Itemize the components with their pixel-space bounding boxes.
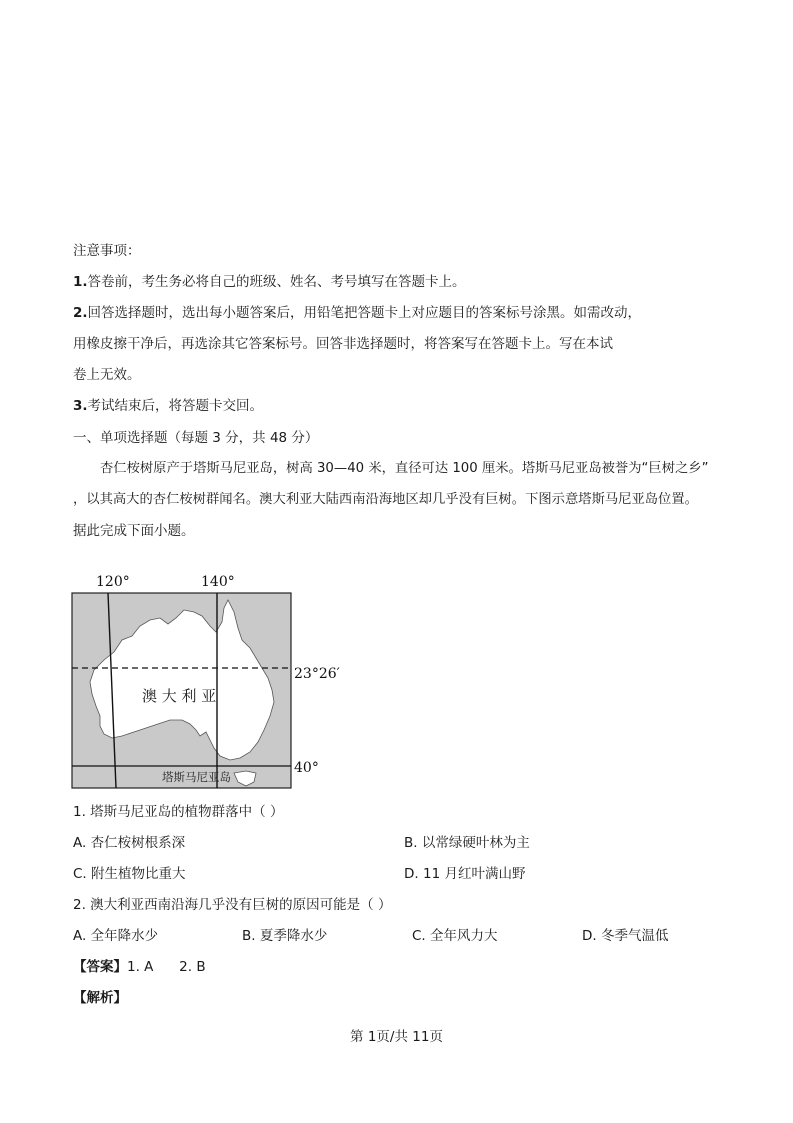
answer-text: 1. A 2. B [127, 959, 206, 975]
notice-heading: 注意事项： [73, 243, 141, 259]
analysis-tag: 【解析】 [73, 990, 127, 1006]
notice-item-2-text: 回答选择题时，选出每小题答案后，用铅笔把答题卡上对应题目的答案标号涂黑。如需改动， [87, 305, 642, 321]
notice-item-2-continued: 用橡皮擦干净后，再选涂其它答案标号。回答非选择题时，将答案写在答题卡上。写在本试 [73, 336, 613, 352]
notice-item-3-text: 考试结束后，将答题卡交回。 [87, 398, 264, 414]
question-2-option-c[interactable]: C. 全年风力大 [412, 928, 498, 944]
notice-item-2-number: 2. [73, 305, 88, 321]
australia-map [70, 570, 340, 795]
answer-line [73, 958, 206, 976]
notice-item-3 [73, 397, 263, 415]
analysis-line [73, 989, 127, 1007]
passage-line-2: ，以其高大的杏仁桉树群闻名。澳大利亚大陆西南沿海地区却几乎没有巨树。下图示意塔斯马尼亚岛位置。 [73, 492, 698, 507]
passage-line-3: 据此完成下面小题。 [73, 523, 195, 539]
longitude-140-label: 140° [201, 574, 235, 590]
latitude-40-label: 40° [294, 760, 319, 776]
longitude-120-label: 120° [96, 574, 130, 590]
question-1-option-c[interactable]: C. 附生植物比重大 [73, 866, 186, 882]
question-1-option-d[interactable]: D. 11 月红叶满山野 [404, 866, 526, 882]
notice-item-1-number: 1. [73, 274, 88, 290]
passage-line-1: 杏仁桉树原产于塔斯马尼亚岛，树高 30—40 米，直径可达 100 厘米。塔斯马尼亚岛被誉为“巨树之乡” [100, 461, 709, 476]
section-title: 一、单项选择题（每题 3 分，共 48 分） [73, 430, 319, 446]
notice-item-1-text: 答卷前，考生务必将自己的班级、姓名、考号填写在答题卡上。 [87, 274, 466, 290]
question-2-option-b[interactable]: B. 夏季降水少 [242, 928, 328, 944]
notice-item-2-end: 卷上无效。 [73, 367, 141, 383]
question-1-option-b[interactable]: B. 以常绿硬叶林为主 [404, 835, 530, 851]
notice-item-3-number: 3. [73, 398, 88, 414]
australia-map-svg [70, 570, 340, 795]
question-2-option-d[interactable]: D. 冬季气温低 [582, 928, 669, 944]
page-footer: 第 1页/共 11页 [350, 1029, 443, 1045]
question-1-stem: 1. 塔斯马尼亚岛的植物群落中（ ） [73, 804, 284, 820]
tropic-label: 23°26′ [294, 666, 340, 682]
question-2-option-a[interactable]: A. 全年降水少 [73, 928, 159, 944]
answer-tag: 【答案】 [73, 959, 127, 975]
notice-item-2 [73, 304, 641, 322]
australia-label: 澳 大 利 亚 [142, 687, 217, 705]
notice-item-1 [73, 273, 466, 291]
tasmania-label: 塔斯马尼亚岛 [162, 770, 231, 784]
question-1-option-a[interactable]: A. 杏仁桉树根系深 [73, 835, 186, 851]
question-2-stem: 2. 澳大利亚西南沿海几乎没有巨树的原因可能是（ ） [73, 897, 392, 913]
